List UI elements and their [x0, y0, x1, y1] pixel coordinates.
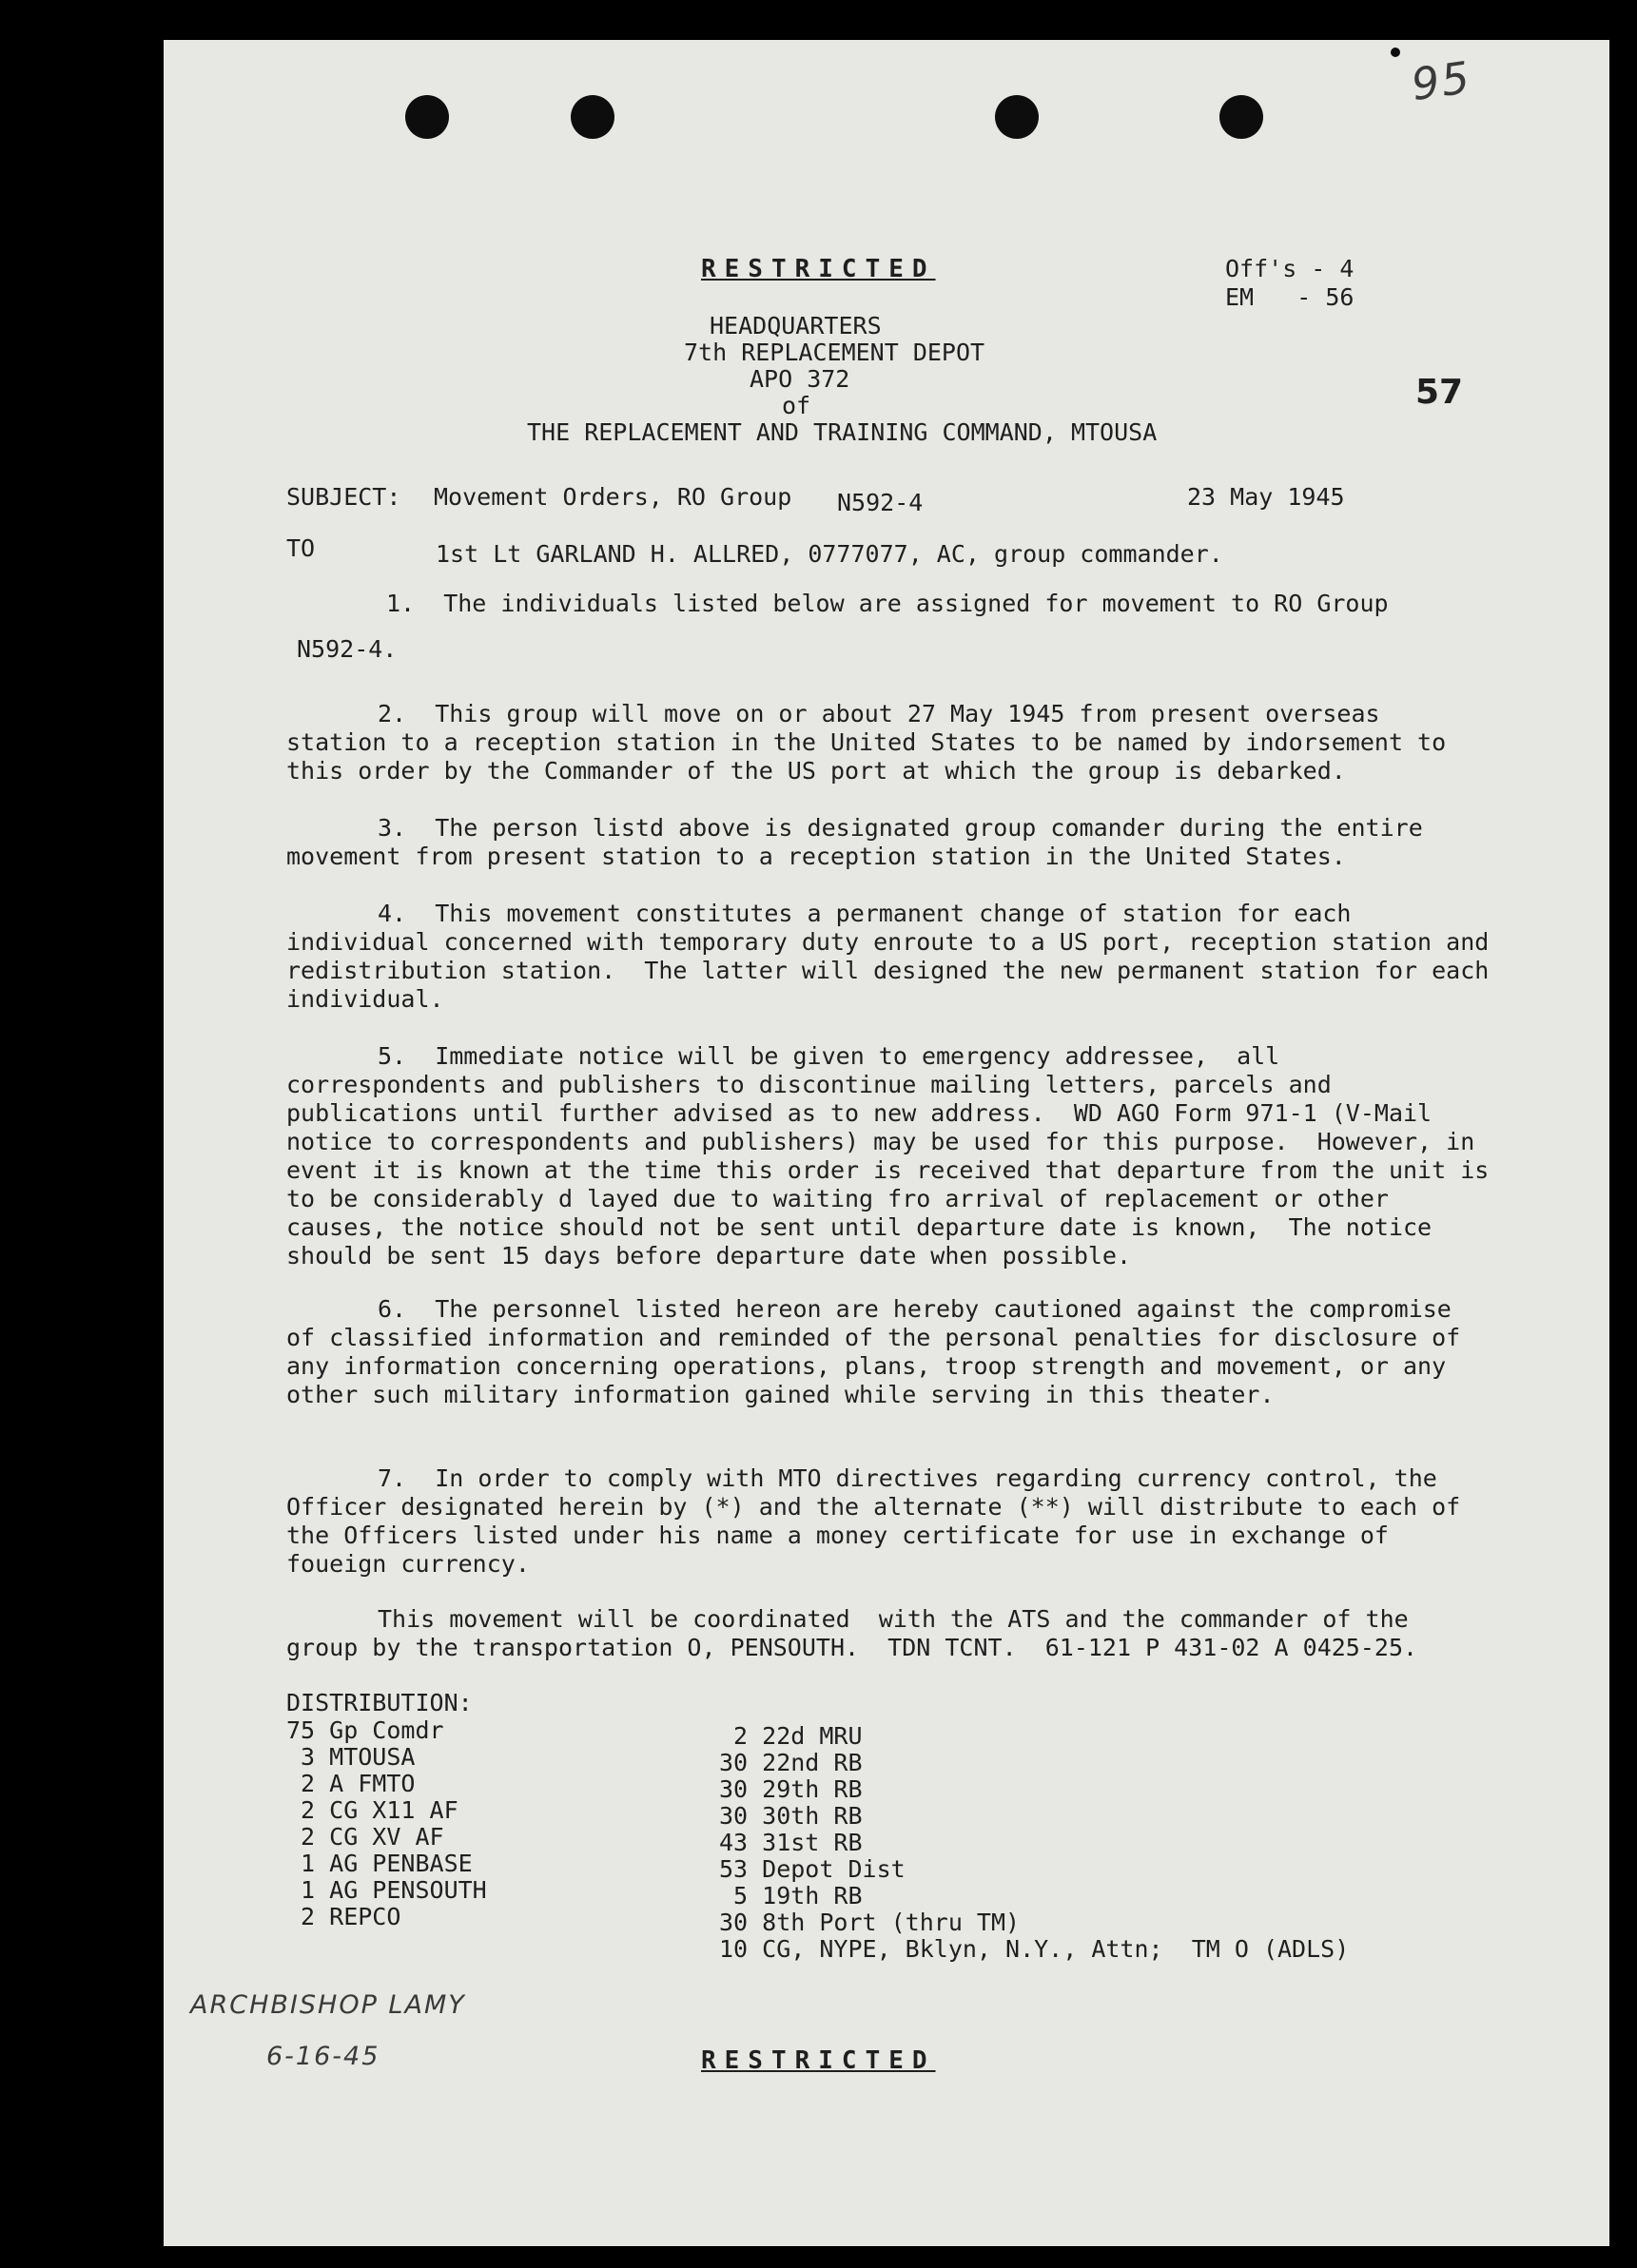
- paragraph-2: 2. This group will move on or about 27 May 1945 from present overseas station to a reception station in the United States to be named by indorsement to this order by the Commander of the US port at which the group is debarked.: [286, 700, 1461, 785]
- distribution-right-column: 2 22d MRU 30 22nd RB 30 29th RB 30 30th RB 43 31st RB 53 Depot Dist 5 19th RB 30 8th Port (thru TM) 10 CG, NYPE, Bklyn, N.Y., Attn; TM O (ADLS): [719, 1722, 1350, 1963]
- subject-label: SUBJECT:: [286, 483, 401, 511]
- paragraph-3: 3. The person listd above is designated group comander during the entire movement from present station to a reception station in the United States.: [286, 814, 1437, 870]
- paragraph-1-line-1: 1. The individuals listed below are assigned for movement to RO Group: [386, 590, 1389, 617]
- apo-line: APO 372: [750, 365, 850, 393]
- order-date: 23 May 1945: [1187, 483, 1345, 511]
- paragraph-7: 7. In order to comply with MTO directives regarding currency control, the Officer designated herein by (*) and the alternate (**) will distribute to each of the Officers listed under his name a money certificate for use in exchange of foueign currency.: [286, 1464, 1475, 1578]
- handwritten-date: 6-16-45: [266, 2042, 380, 2071]
- offs-count: Off's - 4: [1225, 255, 1354, 282]
- punch-hole: [571, 95, 614, 139]
- document-page: [164, 40, 1609, 2246]
- punch-hole: [1219, 95, 1263, 139]
- to-recipient: 1st Lt GARLAND H. ALLRED, 0777077, AC, group commander.: [436, 540, 1223, 568]
- to-label: TO: [286, 534, 316, 562]
- coordination-paragraph: This movement will be coordinated with the ATS and the commander of the group by the transportation O, PENSOUTH. TDN TCNT. 61-121 P 431-02 A 0425-25.: [286, 1605, 1423, 1661]
- handwritten-page-mark: 95: [1408, 50, 1475, 111]
- paragraph-5: 5. Immediate notice will be given to emergency addressee, all correspondents and publishers to discontinue mailing letters, parcels and publications until further advised as to new address. WD AGO Form 971-1 (V-Mail notice to correspondents and publishers) may be used for this purpose. However, in event it is known at the time this order is received that departure from the unit is to be considerably d layed due to waiting fro arrival of replacement or other causes, the notice should not be sent until departure date is known, The notice should be sent 15 days before departure date when possible.: [286, 1042, 1504, 1270]
- punch-hole: [1391, 48, 1400, 57]
- paragraph-1-line-2: N592-4.: [297, 635, 398, 663]
- paragraph-4: 4. This movement constitutes a permanent change of station for each individual concerned with temporary duty enroute to a US port, reception station and redistribution station. The latter will designed the new permanent station for each individual.: [286, 900, 1504, 1013]
- of-line: of: [782, 392, 811, 419]
- classification-header: RESTRICTED: [701, 255, 936, 283]
- headquarters-line: HEADQUARTERS: [710, 312, 882, 339]
- depot-line: 7th REPLACEMENT DEPOT: [684, 339, 985, 366]
- command-line: THE REPLACEMENT AND TRAINING COMMAND, MTOUSA: [527, 418, 1158, 446]
- distribution-heading: DISTRIBUTION:: [286, 1689, 473, 1716]
- paragraph-6: 6. The personnel listed hereon are hereby cautioned against the compromise of classified information and reminded of the personal penalties for disclosure of any information concerning operations, plans, troop strength and movement, or any other such military information gained while serving in this theater.: [286, 1295, 1475, 1408]
- subject-group-number: N592-4: [837, 489, 924, 516]
- page-number: 57: [1415, 373, 1464, 412]
- classification-footer: RESTRICTED: [701, 2046, 936, 2075]
- em-count: EM - 56: [1225, 283, 1354, 311]
- punch-hole: [995, 95, 1039, 139]
- handwritten-ship-name: ARCHBISHOP LAMY: [190, 1990, 466, 2020]
- subject-text: Movement Orders, RO Group: [434, 483, 792, 511]
- distribution-left-column: 75 Gp Comdr 3 MTOUSA 2 A FMTO 2 CG X11 AF 2 CG XV AF 1 AG PENBASE 1 AG PENSOUTH 2 REPCO: [286, 1716, 487, 1930]
- punch-hole: [405, 95, 449, 139]
